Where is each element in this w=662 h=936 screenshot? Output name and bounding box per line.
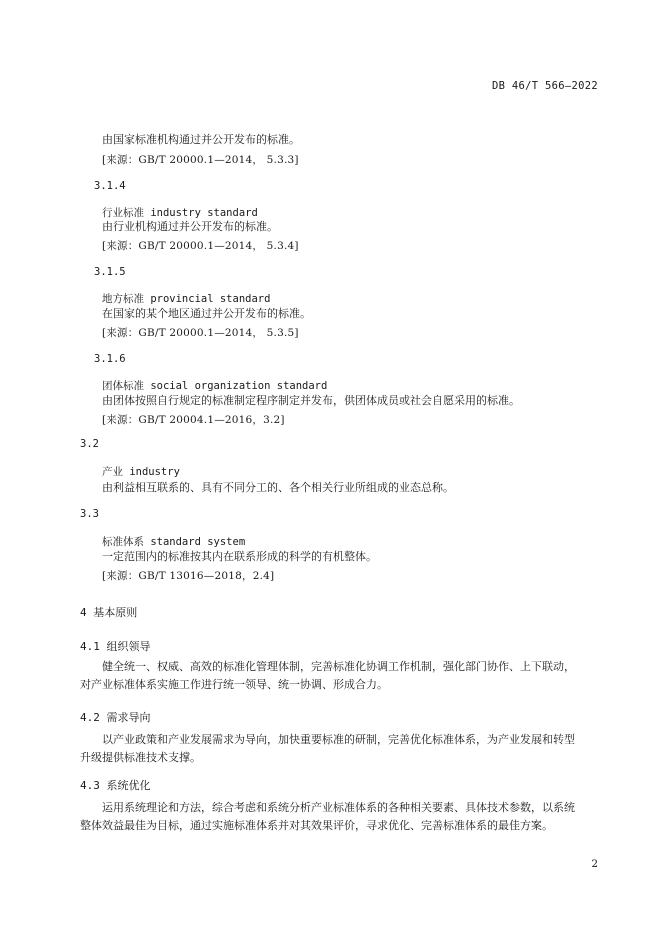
clause-number: 3.1.5	[94, 266, 126, 278]
paragraph-line: 以产业政策和产业发展需求为导向，加快重要标准的研制，完善优化标准体系，为产业发展和转型	[102, 733, 575, 746]
paragraph-line: 对产业标准体系实施工作进行统一领导、统一协调、形成合力。	[80, 678, 388, 691]
paragraph	[80, 658, 600, 694]
term-title: 地方标准 provincial standard	[102, 293, 271, 305]
paragraph-line: 整体效益最佳为目标，通过实施标准体系并对其效果评价，寻求优化、完善标准体系的最佳方案。	[80, 819, 553, 832]
page-number: 2	[591, 858, 598, 870]
clause-number: 3.3	[80, 508, 99, 520]
definition-text: 由利益相互联系的、具有不同分工的、各个相关行业所组成的业态总称。	[102, 481, 454, 494]
definition-text: 由团体按照自行规定的标准制定程序制定并发布，供团体成员或社会自愿采用的标准。	[102, 394, 520, 407]
definition-text: 一定范围内的标准按其内在联系形成的科学的有机整体。	[102, 550, 377, 563]
term-title: 行业标准 industry standard	[102, 207, 258, 219]
paragraph	[80, 731, 600, 767]
definition-source: [来源：GB/T 20000.1—2014， 5.3.4]	[102, 240, 299, 252]
paragraph-line: 运用系统理论和方法，综合考虑和系统分析产业标准体系的各种相关要素、具体技术参数，以系统	[102, 801, 575, 814]
definition-source: [来源：GB/T 20000.1—2014， 5.3.3]	[102, 154, 299, 166]
definition-source: [来源：GB/T 13016—2018，2.4]	[102, 570, 275, 582]
definition-source: [来源：GB/T 20004.1—2016，3.2]	[102, 414, 285, 426]
definition-text: 由行业机构通过并公开发布的标准。	[102, 220, 278, 233]
paragraph	[80, 799, 600, 835]
subsection-heading: 4.1 组织领导	[80, 640, 151, 653]
definition-source: [来源：GB/T 20000.1—2014， 5.3.5]	[102, 327, 299, 339]
definition-text: 在国家的某个地区通过并公开发布的标准。	[102, 307, 311, 320]
paragraph-line: 健全统一、权威、高效的标准化管理体制，完善标准化协调工作机制，强化部门协作、上下联动，	[102, 660, 575, 673]
section-heading: 4 基本原则	[80, 606, 138, 619]
clause-number: 3.1.6	[94, 353, 126, 365]
document-code-header: DB 46/T 566—2022	[492, 80, 598, 92]
clause-number: 3.1.4	[94, 180, 126, 192]
paragraph-line: 升级提供标准技术支撑。	[80, 751, 201, 764]
term-title: 团体标准 social organization standard	[102, 380, 328, 392]
term-title: 产业 industry	[102, 466, 180, 478]
subsection-heading: 4.3 系统优化	[80, 779, 151, 792]
clause-number: 3.2	[80, 438, 99, 450]
subsection-heading: 4.2 需求导向	[80, 711, 151, 724]
term-title: 标准体系 standard system	[102, 536, 246, 548]
definition-text: 由国家标准机构通过并公开发布的标准。	[102, 133, 300, 146]
